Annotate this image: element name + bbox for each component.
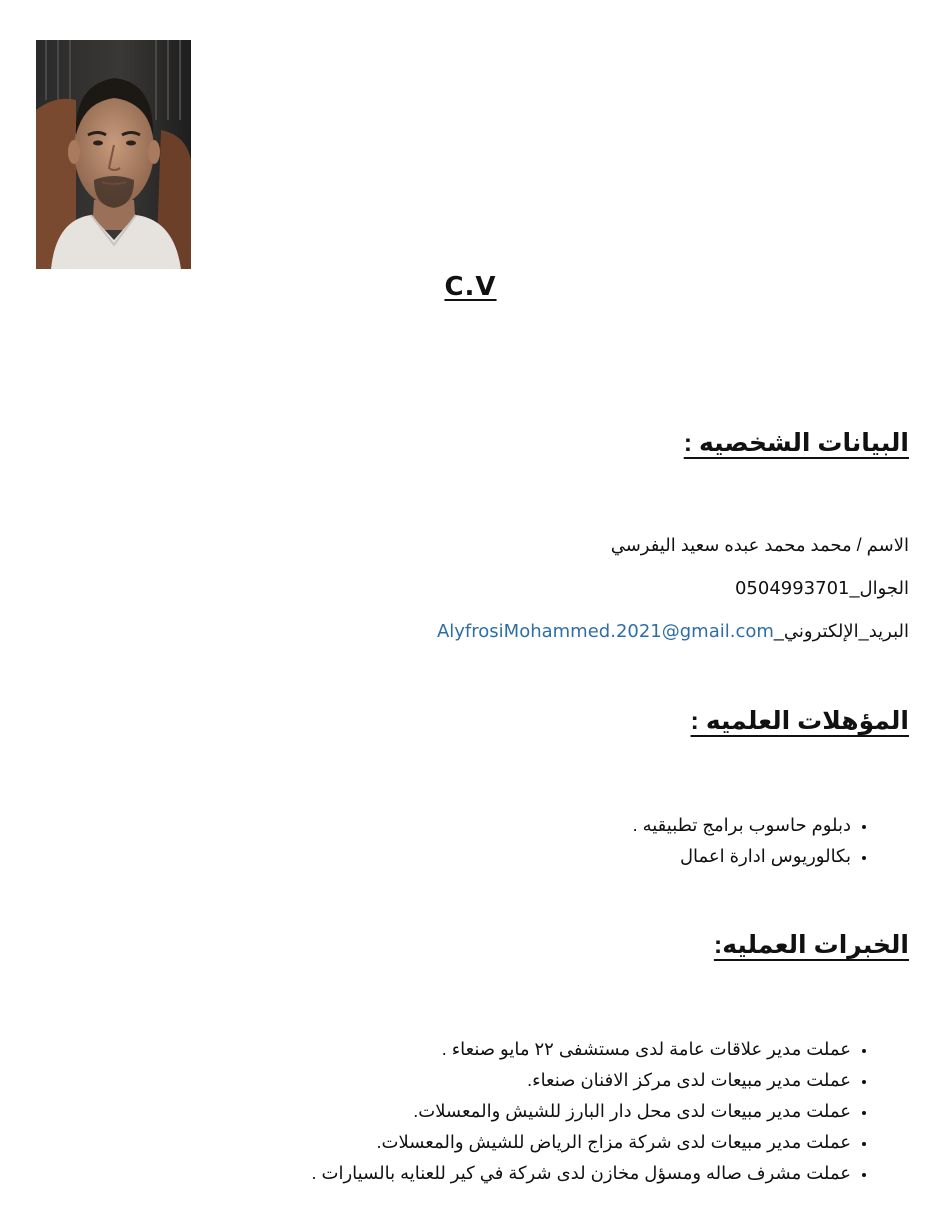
- name-line: الاسم / محمد محمد عبده سعيد اليفرسي: [610, 535, 909, 555]
- mobile-line: [735, 578, 909, 599]
- qualifications-list: [633, 810, 879, 872]
- email-line: [437, 621, 909, 642]
- profile-photo: [36, 40, 191, 269]
- mobile-value: 0504993701: [734, 578, 850, 599]
- cv-title: C.V: [444, 272, 497, 302]
- email-label: البريد_الإلكتروني_: [773, 621, 909, 641]
- qualification-item: • بكالوريوس ادارة اعمال: [633, 841, 851, 872]
- experience-item: • عملت مشرف صاله ومسؤل مخازن لدى شركة في كير للعنايه بالسيارات .: [312, 1158, 852, 1189]
- qualification-item: • دبلوم حاسوب برامج تطبيقيه .: [633, 810, 851, 841]
- experience-item: • عملت مدير علاقات عامة لدى مستشفى ٢٢ مايو صنعاء .: [312, 1034, 852, 1065]
- experience-item: • عملت مدير مبيعات لدى مركز الافنان صنعاء.: [312, 1065, 852, 1096]
- personal-info-heading: البيانات الشخصيه :: [683, 429, 909, 457]
- experience-list: [312, 1034, 880, 1189]
- experience-item: • عملت مدير مبيعات لدى محل دار البارز للشيش والمعسلات.: [312, 1096, 852, 1127]
- experience-heading: الخبرات العمليه:: [713, 931, 909, 959]
- email-link[interactable]: AlyfrosiMohammed.2021@gmail.com: [436, 621, 774, 642]
- experience-item: • عملت مدير مبيعات لدى شركة مزاج الرياض للشيش والمعسلات.: [312, 1127, 852, 1158]
- mobile-label: الجوال_: [849, 578, 909, 598]
- qualifications-heading: المؤهلات العلميه :: [690, 707, 909, 735]
